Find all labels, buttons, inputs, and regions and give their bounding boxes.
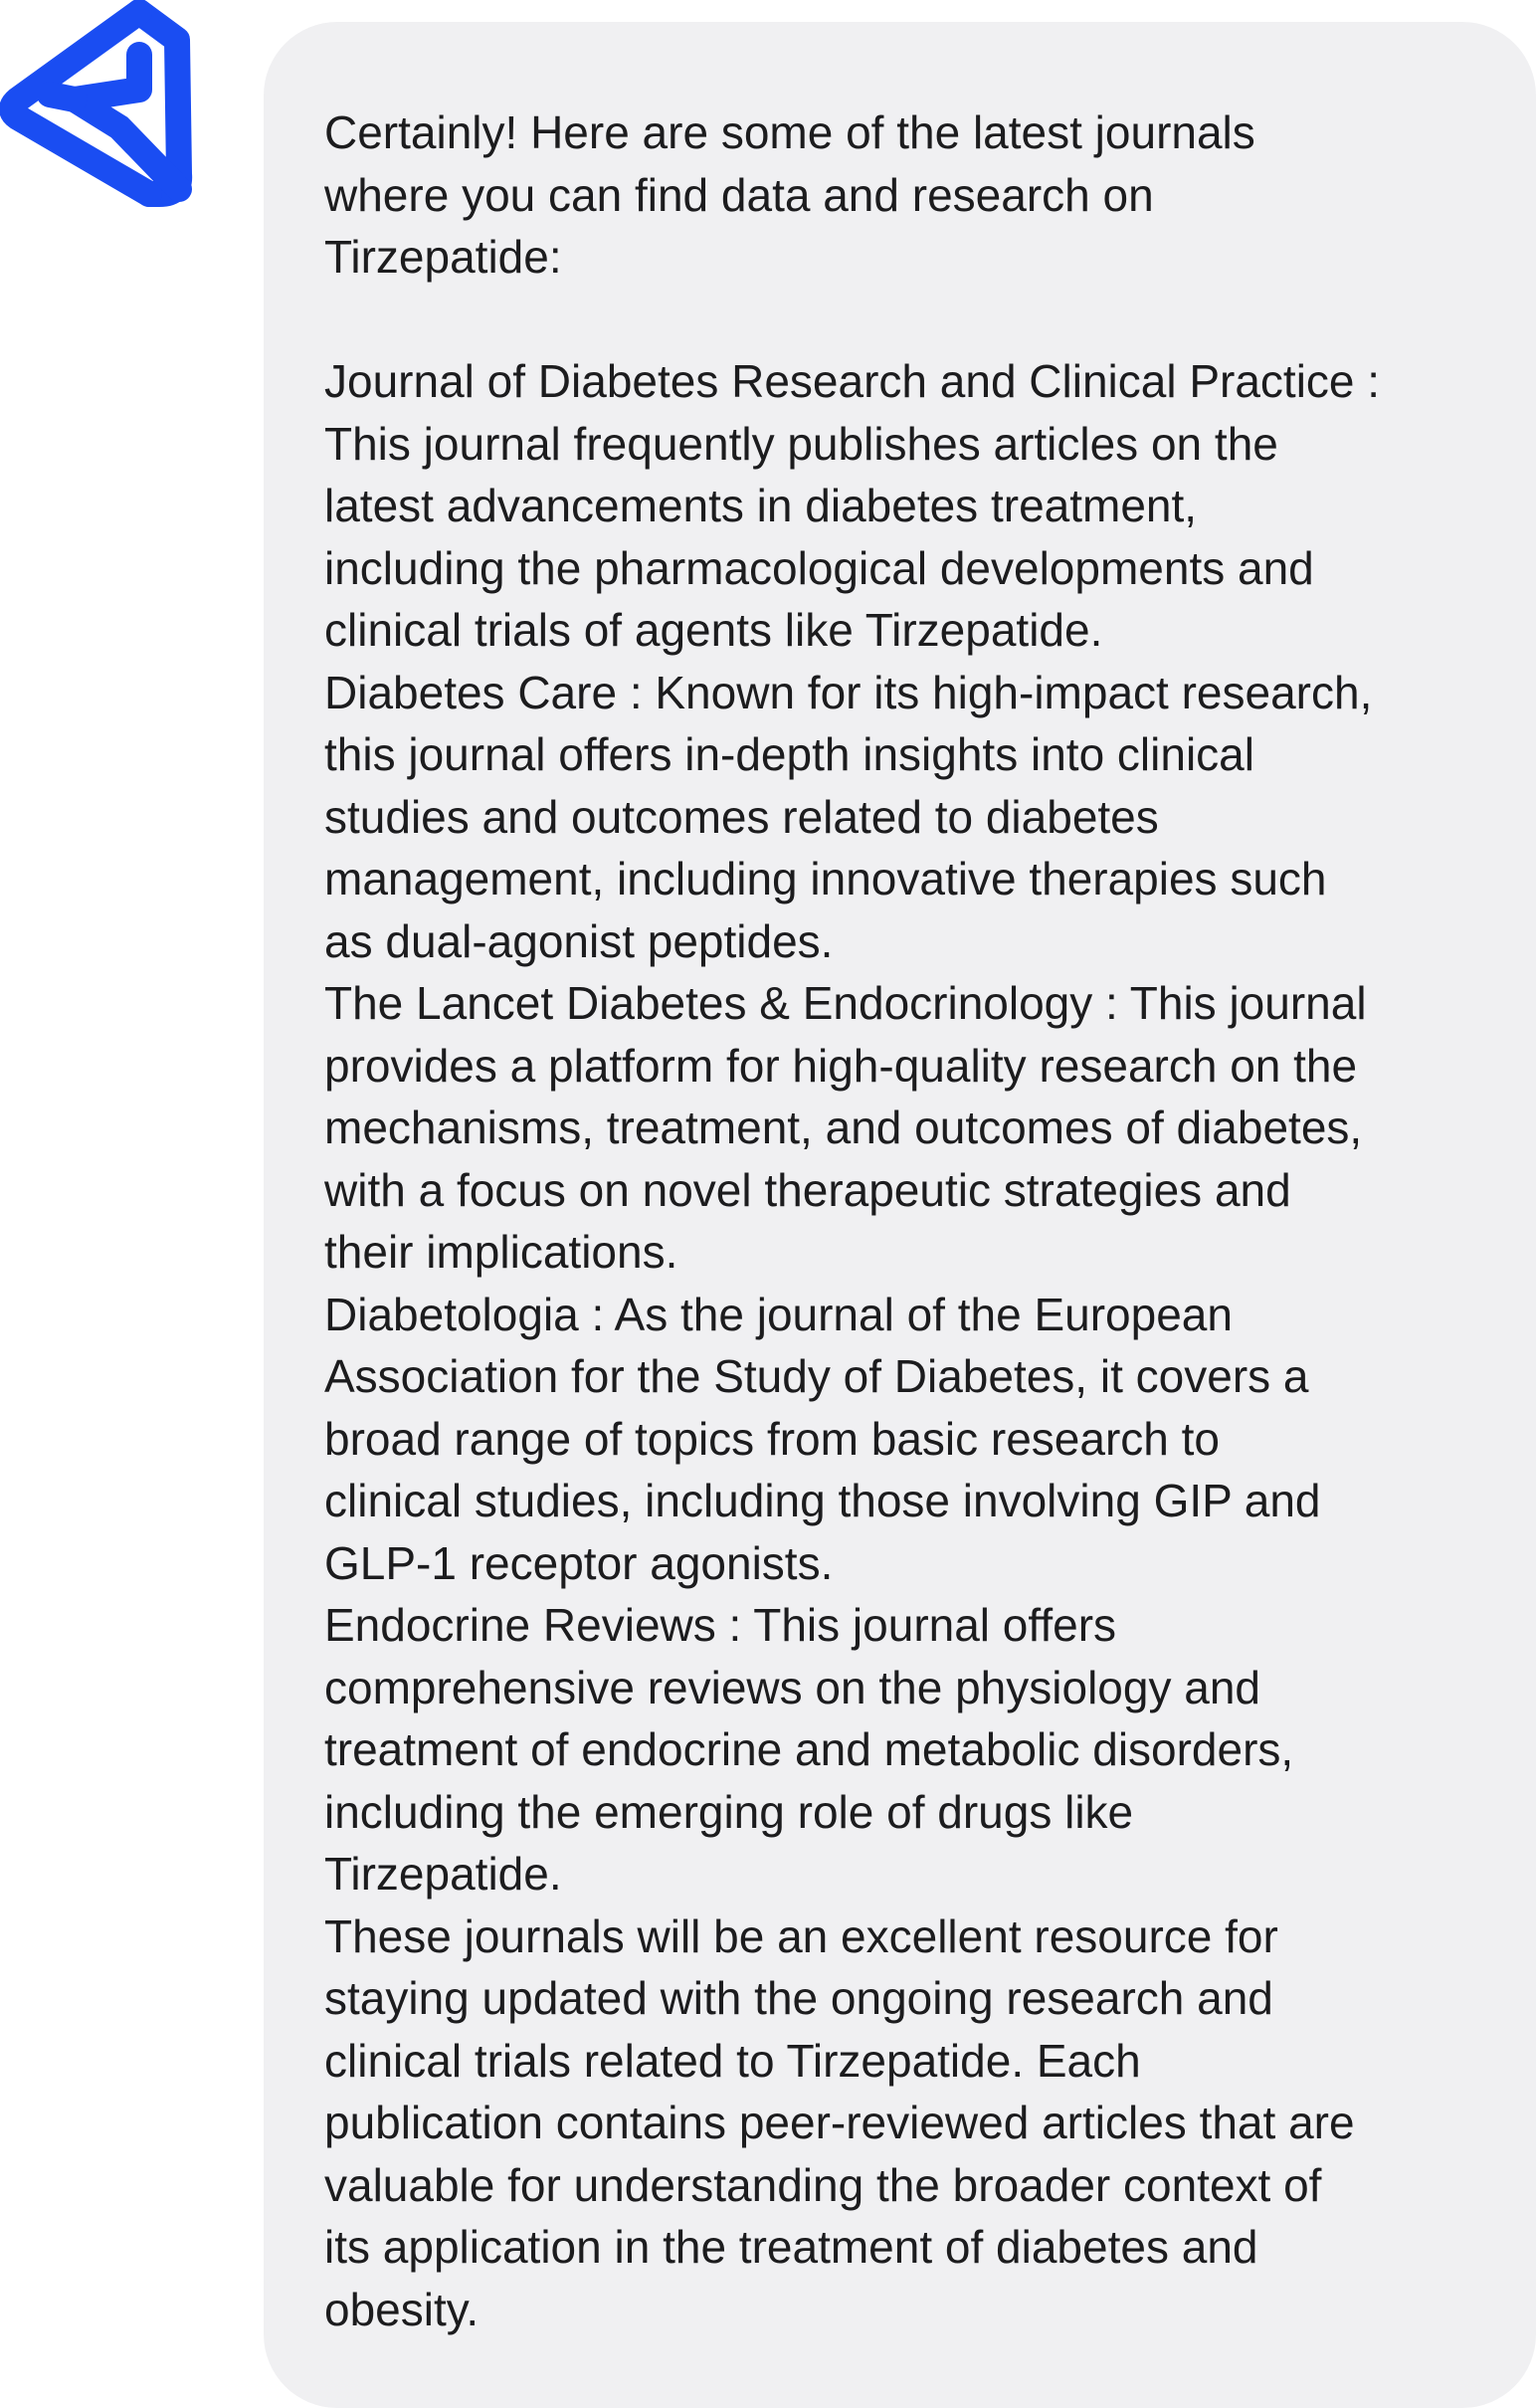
- triangle-logo-icon: [0, 0, 209, 214]
- message-text: [324, 101, 1516, 2340]
- journal-line: Association for the Study of Diabetes, it covers a: [324, 1350, 1309, 1402]
- journal-line: broad range of topics from basic research to: [324, 1412, 1221, 1465]
- paragraph-gap: [324, 289, 1516, 351]
- closing-line: clinical trials related to Tirzepatide. Each: [324, 2034, 1141, 2087]
- journal-line: clinical studies, including those involving GIP and: [324, 1475, 1321, 1526]
- assistant-message-bubble: [264, 22, 1536, 2408]
- journal-line: Tirzepatide.: [324, 1848, 562, 1900]
- closing-line: obesity.: [324, 2283, 480, 2335]
- journal-line: treatment of endocrine and metabolic disorders,: [324, 1723, 1294, 1775]
- intro-line: Tirzepatide:: [324, 231, 562, 283]
- journal-line: studies and outcomes related to diabetes: [324, 790, 1159, 843]
- journal-line: clinical trials of agents like Tirzepatide.: [324, 604, 1103, 656]
- journal-line: their implications.: [324, 1226, 678, 1278]
- journal-line: including the emerging role of drugs like: [324, 1785, 1134, 1838]
- journal-line: Journal of Diabetes Research and Clinical Practice :: [324, 355, 1381, 407]
- intro-line: where you can find data and research on: [324, 168, 1154, 221]
- journal-line: mechanisms, treatment, and outcomes of diabetes,: [324, 1102, 1363, 1153]
- journal-line: This journal frequently publishes articles on the: [324, 417, 1278, 470]
- journal-line: including the pharmacological developments and: [324, 541, 1314, 594]
- journal-line: management, including innovative therapies such: [324, 853, 1327, 904]
- journal-line: Diabetes Care : Known for its high-impact research,: [324, 666, 1373, 718]
- journal-line: Endocrine Reviews : This journal offers: [324, 1599, 1117, 1651]
- closing-line: valuable for understanding the broader context of: [324, 2158, 1322, 2211]
- closing-line: These journals will be an excellent resource for: [324, 1909, 1278, 1962]
- journal-line: GLP-1 receptor agonists.: [324, 1536, 834, 1589]
- journal-line: with a focus on novel therapeutic strategies and: [324, 1163, 1291, 1216]
- journal-line: provides a platform for high-quality research on the: [324, 1039, 1358, 1092]
- journal-line: Diabetologia : As the journal of the European: [324, 1288, 1233, 1340]
- assistant-avatar: [0, 0, 209, 214]
- closing-line: its application in the treatment of diabetes and: [324, 2221, 1258, 2273]
- journal-line: this journal offers in-depth insights into clinical: [324, 728, 1254, 780]
- closing-line: publication contains peer-reviewed articles that are: [324, 2097, 1355, 2148]
- journal-line: as dual-agonist peptides.: [324, 914, 834, 967]
- journal-line: comprehensive reviews on the physiology and: [324, 1661, 1260, 1713]
- journal-line: The Lancet Diabetes & Endocrinology : This journal: [324, 977, 1367, 1029]
- closing-line: staying updated with the ongoing research and: [324, 1972, 1273, 2024]
- intro-line: Certainly! Here are some of the latest journals: [324, 106, 1255, 158]
- journal-line: latest advancements in diabetes treatment,: [324, 480, 1198, 531]
